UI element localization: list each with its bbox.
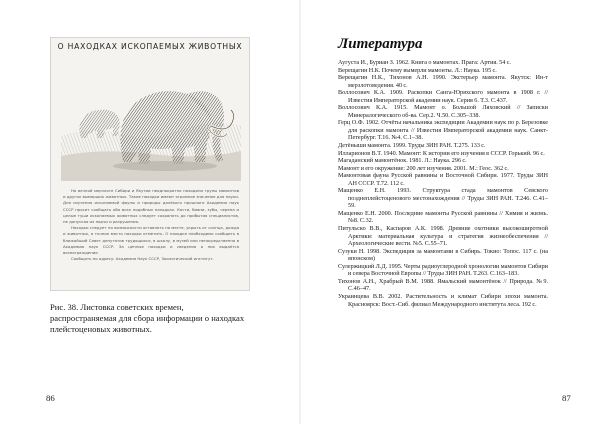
reference-item: Питульско В.В., Каспаров А.К. 1998. Древние охотники высокоширотной Арктики: материальная культура и стратегия жизнеобеспечения // Археологические вести. №5. С.55–71.	[338, 225, 548, 248]
reference-item: Детёныши мамонта. 1999. Труды ЗИН РАН. Т.275. 133 с.	[338, 142, 486, 150]
leaflet-body-text	[63, 188, 239, 286]
reference-item: Аугуста И., Буриан З. 1962. Книга о мамонтах. Прага: Артия. 54 с.	[338, 59, 511, 66]
leaflet-paragraph: Сообщать по адресу: Академия Наук СССР, Зоологический институт.	[71, 256, 214, 262]
reference-item: Магаданский мамонтёнок. 1981. Л.: Наука. 296 с.	[338, 157, 467, 165]
reference-item: Тихонов А.Н., Храбрый В.М. 1988. Ямальский мамонтёнок // Природа. №9. С.46–47.	[338, 277, 548, 293]
reference-item: Воллосович К.А. 1909. Раскопки Санга-Юряхского мамонта в 1908 г. // Известия Императорской академии наук. Серия 6. Т.3. С.437.	[338, 89, 548, 104]
reference-item: Верещагин Н.К., Тихонов А.Н. 1990. Экстерьер мамонта. Якутск: Ин-т мерзлотоведения. 40 с.	[338, 74, 548, 89]
reference-item: Мащенко Е.Н. 2000. Последние мамонты Русской равнины // Химия и жизнь. №8. С.32.	[338, 209, 548, 225]
leaflet-paragraph: На вечной мерзлоте Сибири и Якутии неоднократно находили трупы мамонтов и других вымерших животных. Такие находки имеют огромное значение для науки. Для изучения ископаемой фауны и природы далёкого прошлого Академия наук СССР просит сообщать обо всех подобных находках. Кости, бивни, зубы, черепа и целые туши ископаемых животных следует сохранять до прибытия специалистов, не допуская их порчи и разрушения.	[63, 188, 239, 225]
page-number-left: 86	[46, 393, 55, 403]
soviet-leaflet-illustration	[50, 37, 250, 291]
reference-item: Сузуки Н. 1998. Экспедиция за мамонтами в Сибирь. Токио: Топос. 117 с. (на японском)	[338, 247, 548, 263]
leaflet-title: О НАХОДКАХ ИСКОПАЕМЫХ ЖИВОТНЫХ	[57, 42, 243, 51]
reference-item: Мамонт и его окружение: 200 лет изучения. 2001. М.: Геос. 362 с.	[338, 164, 509, 172]
reference-item: Герц О.Ф. 1902. Отчёты начальника экспедиции Академии наук по р. Березовке для раскопки мамонта // Известия Императорской академии наук. Санкт-Петербург. Т.16. №4. С.1–38.	[338, 119, 548, 142]
reference-item: Украинцева В.В. 2002. Растительность и климат Сибири эпохи мамонта. Красноярск: Вост.-Сиб. филиал Международного института леса. 192 с.	[338, 292, 548, 308]
leaflet-paragraph: Находки следует по возможности оставлять на месте, укрыть от солнца, дождя и животных, а точное место находки отметить. О находке необходимо сообщить в ближайший Совет депутатов трудящихся, в школу, в музей или непосредственно в Академию наук СССР. За ценные находки и сведения о них выдаётся вознаграждение.	[63, 225, 239, 256]
reference-item: Мамонтовая фауна Русской равнины и Восточной Сибири. 1977. Труды ЗИН АН СССР. Т.72. 112 с.	[338, 172, 548, 187]
page-number-right: 87	[562, 393, 571, 403]
reference-item: Сулержицкий Л.Д. 1995. Черты радиоуглеродной хронологии мамонтов Сибири и севера Восточной Европы // Труды ЗИН РАН. Т.263. С.163–183.	[338, 262, 548, 278]
reference-item: Воллосович К.А. 1915. Мамонт о. Большой Ляховский // Записки Минералогического об-ва. Сер.2. Ч.50. С.305–338.	[338, 104, 548, 119]
reference-list	[338, 59, 548, 308]
reference-item: Верещагин Н.К. Почему вымерли мамонты. Л.: Наука. 195 с.	[338, 66, 497, 74]
reference-item: Мащенко Е.Н. 1993. Структура стада мамонтов Севского позднеплейстоценового местонахождения // Труды ЗИН РАН. Т.246. С.41–59.	[338, 187, 548, 210]
figure-caption: Рис. 38. Листовка советских времен, распространяемая для сбора информации о находках плейстоценовых животных.	[50, 302, 245, 334]
references-heading: Литература	[338, 36, 423, 52]
right-page	[300, 0, 600, 424]
reference-item: Илларионов В.Т. 1940. Мамонт: К истории его изучения в СССР. Горький. 96 с.	[338, 149, 545, 157]
mammoth-engraving	[61, 56, 241, 181]
